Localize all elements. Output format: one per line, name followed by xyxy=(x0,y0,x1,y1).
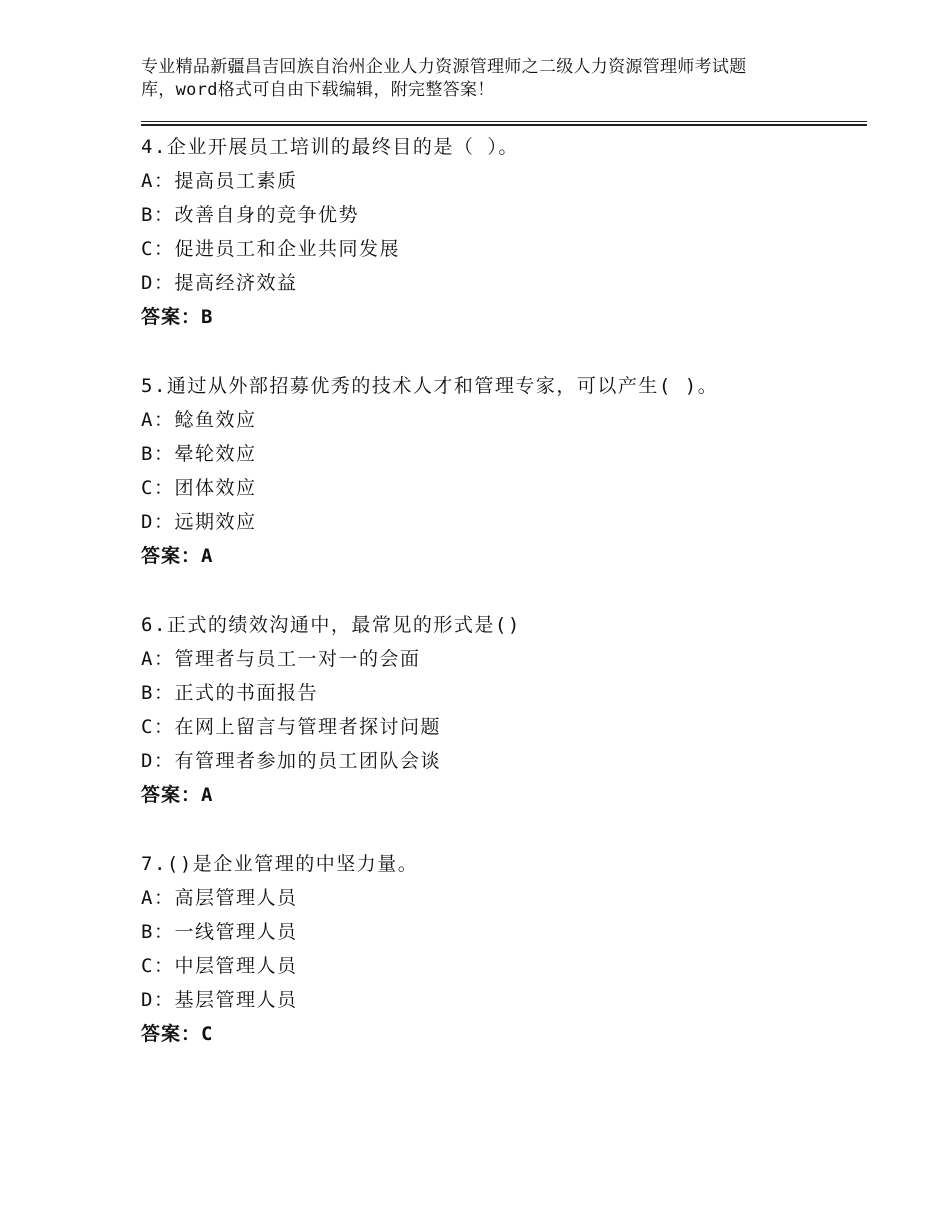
option-d: D：远期效应 xyxy=(141,511,257,533)
question-6 xyxy=(141,608,861,812)
option-c: C：在网上留言与管理者探讨问题 xyxy=(141,716,441,738)
question-4 xyxy=(141,130,861,334)
header-line-1: 专业精品新疆昌吉回族自治州企业人力资源管理师之二级人力资源管理师考试题 xyxy=(141,57,747,77)
option-a: A：高层管理人员 xyxy=(141,887,298,909)
header-line-2: 库，word格式可自由下载编辑，附完整答案！ xyxy=(141,80,495,100)
option-b: B：正式的书面报告 xyxy=(141,682,318,704)
document-header xyxy=(141,56,821,102)
option-b: B：晕轮效应 xyxy=(141,443,257,465)
question-stem: 7.()是企业管理的中坚力量。 xyxy=(141,853,419,875)
question-stem: 5.通过从外部招募优秀的技术人才和管理专家，可以产生( )。 xyxy=(141,375,719,397)
option-c: C：中层管理人员 xyxy=(141,955,298,977)
question-5 xyxy=(141,369,861,573)
header-divider-thick xyxy=(141,124,867,126)
option-c: C：团体效应 xyxy=(141,477,257,499)
option-b: B：改善自身的竞争优势 xyxy=(141,204,359,226)
answer-line: 答案：B xyxy=(141,306,214,328)
question-spacer xyxy=(141,334,861,369)
question-spacer xyxy=(141,573,861,608)
option-b: B：一线管理人员 xyxy=(141,921,298,943)
header-divider-thin xyxy=(141,121,867,122)
option-a: A：管理者与员工一对一的会面 xyxy=(141,648,421,670)
answer-line: 答案：A xyxy=(141,545,214,567)
answer-line: 答案：A xyxy=(141,784,214,806)
question-stem: 4.企业开展员工培训的最终目的是（ ）。 xyxy=(141,136,519,158)
option-a: A：提高员工素质 xyxy=(141,170,298,192)
question-list xyxy=(141,130,861,1051)
question-spacer xyxy=(141,812,861,847)
question-7 xyxy=(141,847,861,1051)
option-d: D：有管理者参加的员工团队会谈 xyxy=(141,750,441,772)
option-d: D：提高经济效益 xyxy=(141,272,298,294)
question-stem: 6.正式的绩效沟通中，最常见的形式是() xyxy=(141,614,521,636)
option-d: D：基层管理人员 xyxy=(141,989,298,1011)
answer-line: 答案：C xyxy=(141,1023,214,1045)
option-c: C：促进员工和企业共同发展 xyxy=(141,238,400,260)
option-a: A：鲶鱼效应 xyxy=(141,409,257,431)
